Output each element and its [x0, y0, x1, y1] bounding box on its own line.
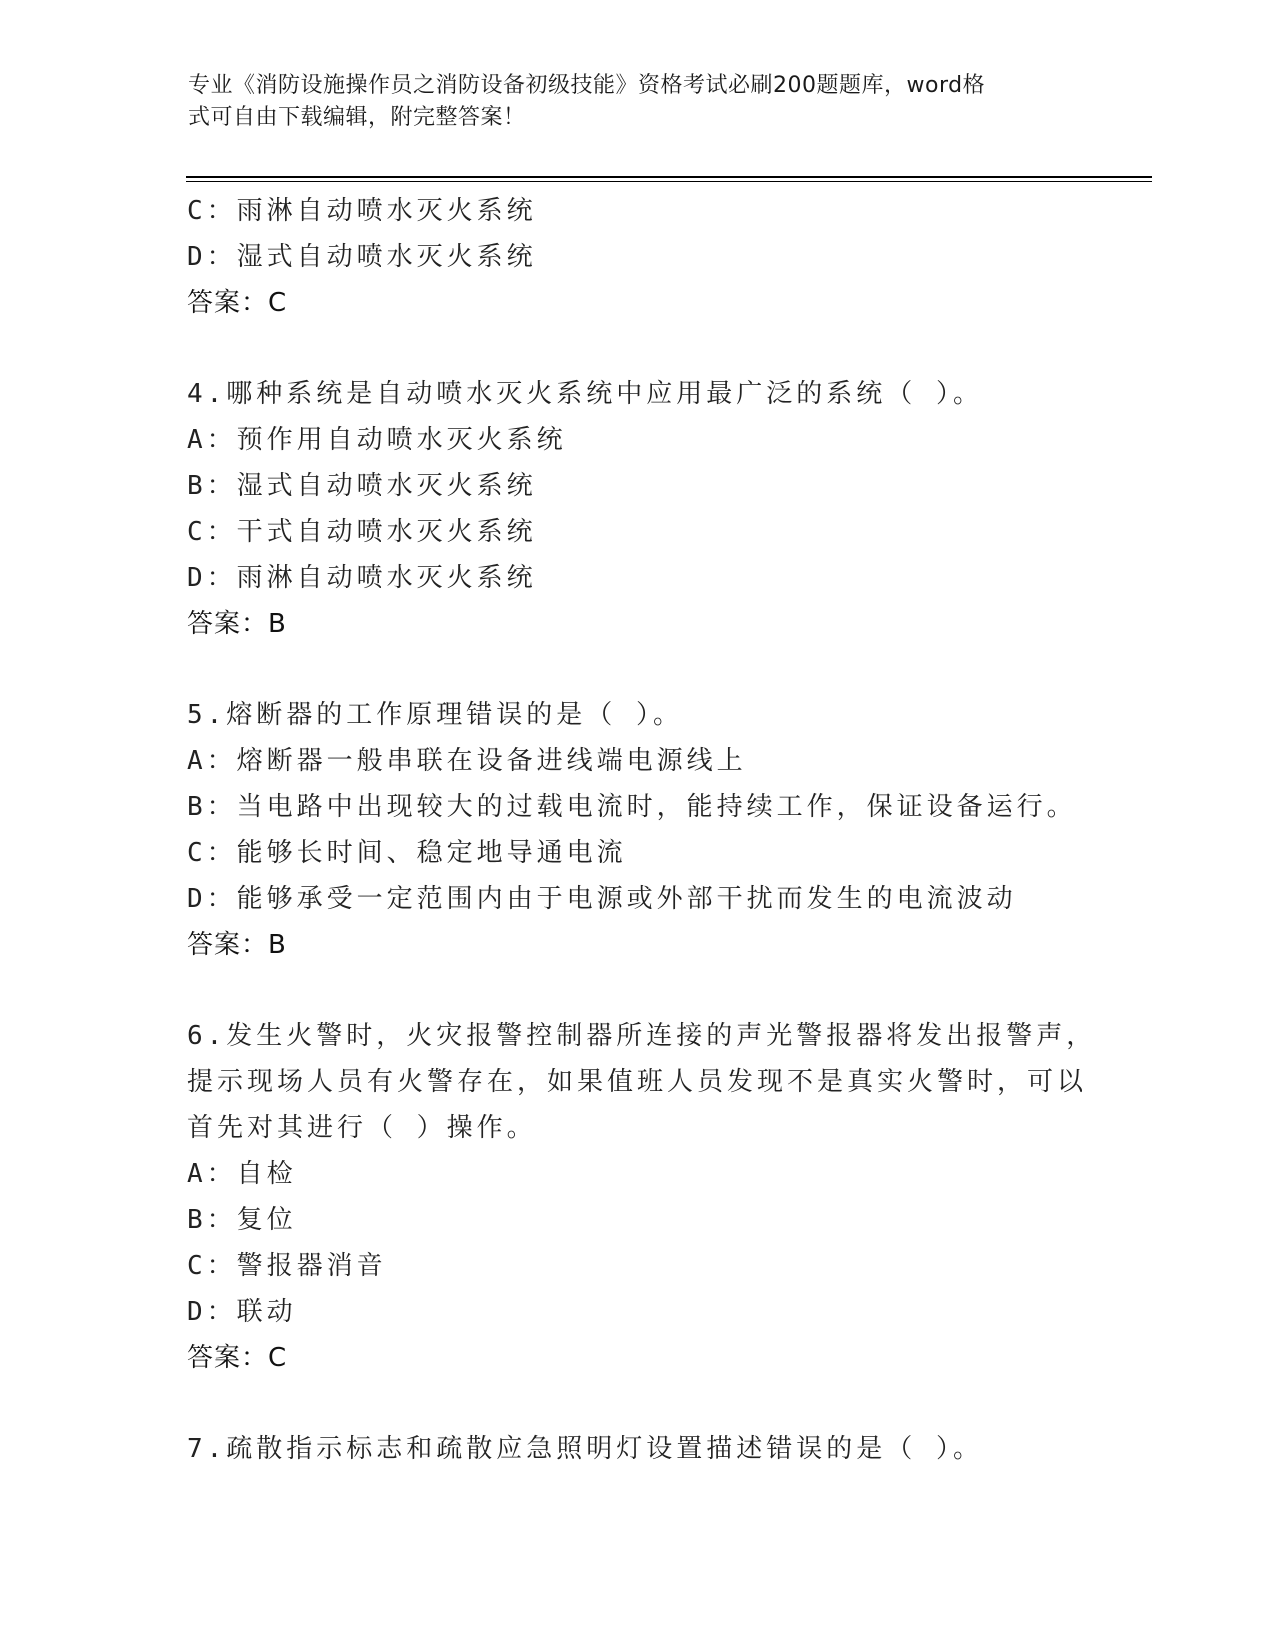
- spacer: [187, 968, 1087, 1013]
- option-d: D：联动: [187, 1297, 297, 1327]
- document-header: [188, 70, 1068, 134]
- question-5: [187, 692, 1087, 968]
- answer: 答案：C: [187, 1343, 288, 1373]
- option-c: C：警报器消音: [187, 1251, 387, 1281]
- header-divider: [186, 176, 1152, 178]
- question-4: [187, 371, 1087, 647]
- header-line-1: 专业《消防设施操作员之消防设备初级技能》资格考试必刷200题题库，word格: [188, 73, 986, 98]
- answer: 答案：B: [187, 609, 287, 639]
- option-c: C：雨淋自动喷水灭火系统: [187, 196, 537, 226]
- header-divider-thin: [186, 181, 1152, 182]
- answer: 答案：B: [187, 930, 287, 960]
- option-a: A：自检: [187, 1159, 297, 1189]
- option-d: D：能够承受一定范围内由于电源或外部干扰而发生的电流波动: [187, 884, 1017, 914]
- question-text-line-1: 6.发生火警时，火灾报警控制器所连接的声光警报器将发出报警声，: [187, 1021, 1097, 1051]
- question-text: 4.哪种系统是自动喷水灭火系统中应用最广泛的系统（ ）。: [187, 379, 983, 409]
- option-a: A：熔断器一般串联在设备进线端电源线上: [187, 746, 747, 776]
- answer: 答案：C: [187, 288, 288, 318]
- spacer: [187, 647, 1087, 692]
- option-b: B：当电路中出现较大的过载电流时，能持续工作，保证设备运行。: [187, 792, 1077, 822]
- question-7: [187, 1426, 1087, 1472]
- question-list: [187, 188, 1097, 1472]
- question-text-line-2: 提示现场人员有火警存在，如果值班人员发现不是真实火警时，可以: [187, 1067, 1088, 1097]
- option-d: D：湿式自动喷水灭火系统: [187, 242, 537, 272]
- option-a: A：预作用自动喷水灭火系统: [187, 425, 567, 455]
- question-text: 7.疏散指示标志和疏散应急照明灯设置描述错误的是（ ）。: [187, 1434, 983, 1464]
- question-text: 5.熔断器的工作原理错误的是（ ）。: [187, 700, 683, 730]
- question-3-tail: [187, 188, 1087, 326]
- spacer: [187, 326, 1087, 371]
- question-6: [187, 1013, 1097, 1381]
- option-c: C：能够长时间、稳定地导通电流: [187, 838, 627, 868]
- option-b: B：复位: [187, 1205, 297, 1235]
- question-text-line-3: 首先对其进行（ ）操作。: [187, 1113, 537, 1143]
- option-c: C：干式自动喷水灭火系统: [187, 517, 537, 547]
- header-line-2: 式可自由下载编辑，附完整答案！: [188, 105, 526, 130]
- spacer: [187, 1381, 1087, 1426]
- option-d: D：雨淋自动喷水灭火系统: [187, 563, 537, 593]
- option-b: B：湿式自动喷水灭火系统: [187, 471, 537, 501]
